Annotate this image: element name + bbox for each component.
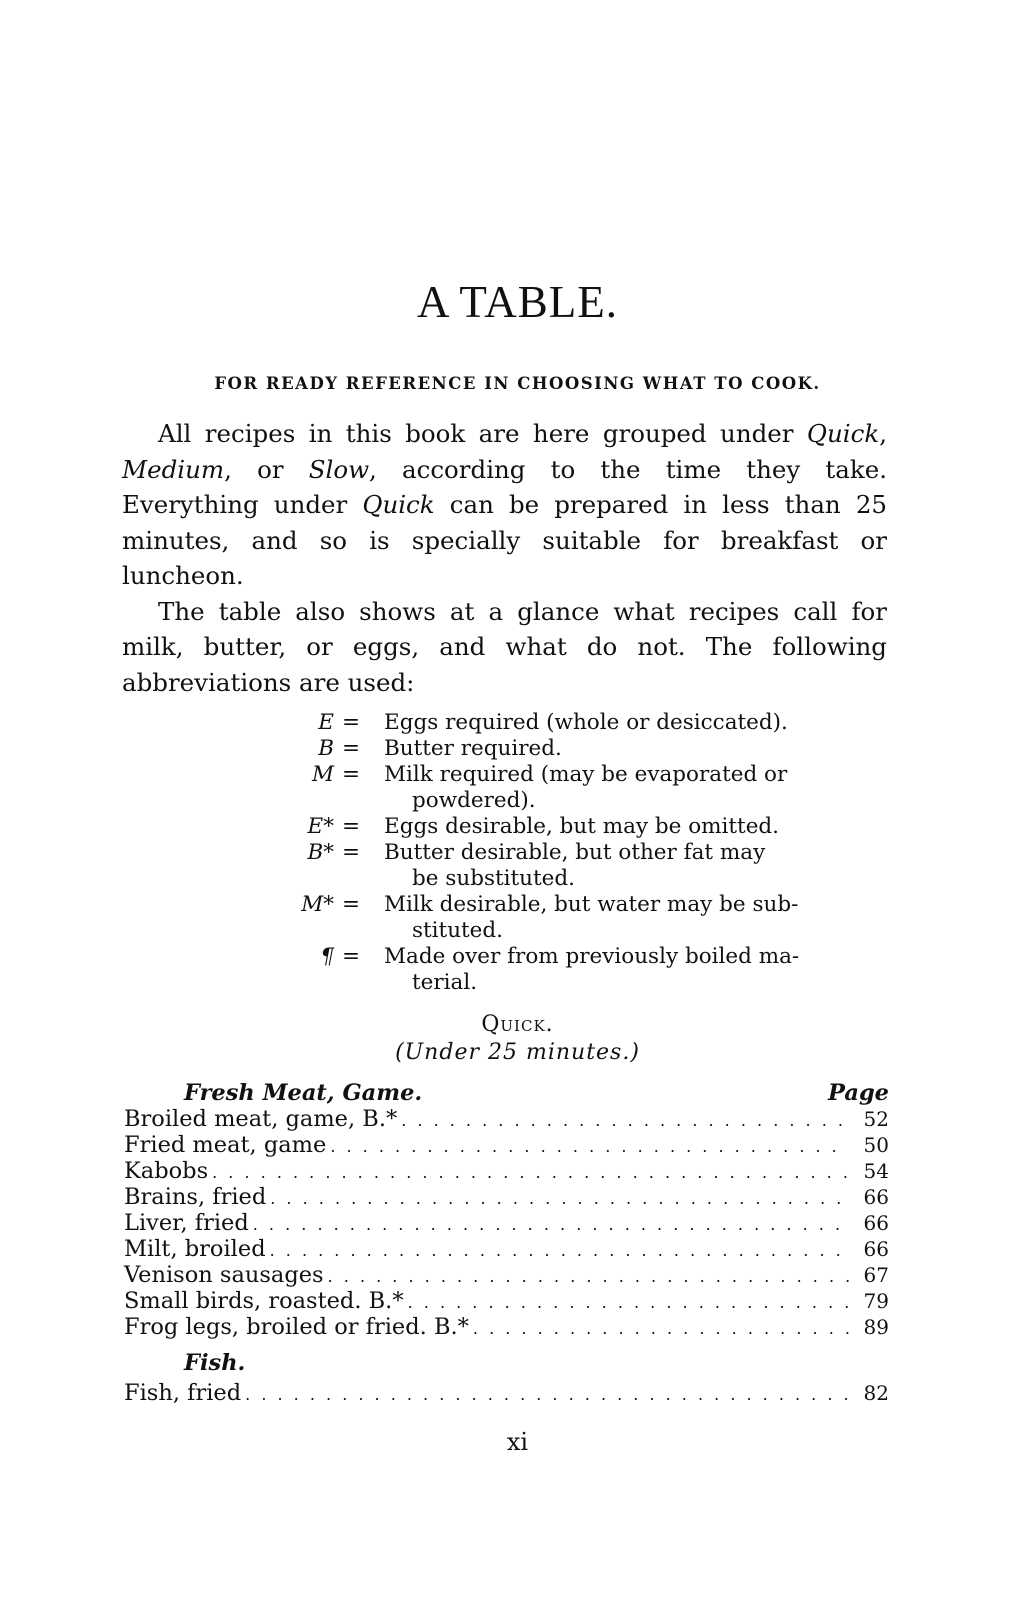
- page-title: A TABLE.: [416, 277, 619, 327]
- page-number: 50: [863, 1133, 889, 1157]
- intro-p1-text-d: , according to the time they take. Everything under: [122, 454, 887, 519]
- abbreviation-definition-text: Butter required.: [384, 736, 562, 761]
- abbreviation-key: ¶: [320, 944, 334, 969]
- page-number: 66: [863, 1185, 889, 1209]
- table-row: [124, 1106, 889, 1132]
- recipe-label: Broiled meat, game, B.*: [124, 1106, 398, 1132]
- abbreviation-row: [122, 710, 887, 736]
- recipe-label: Fish, fried: [124, 1380, 242, 1406]
- abbreviation-key: E: [318, 710, 334, 735]
- abbreviation-definition: [366, 814, 887, 840]
- leader-dots: [266, 1186, 849, 1212]
- leader-dots: [266, 1238, 849, 1264]
- abbreviation-definition: [366, 736, 887, 762]
- abbreviation-definition-continuation: be substituted.: [412, 866, 575, 891]
- page-subtitle: FOR READY REFERENCE IN CHOOSING WHAT TO COOK.: [214, 374, 821, 393]
- intro-p1-text-b: ,: [879, 419, 887, 448]
- category-title-fish: Fish.: [184, 1350, 246, 1376]
- abbreviation-equals: =: [342, 840, 361, 865]
- abbreviation-definition: [366, 944, 887, 996]
- intro-p1-text-a: All recipes in this book are here grouped under: [158, 419, 807, 448]
- recipe-label: Brains, fried: [124, 1184, 267, 1210]
- table-row: [124, 1288, 889, 1314]
- recipe-label: Frog legs, broiled or fried. B.*: [124, 1314, 469, 1340]
- abbreviation-equals: =: [342, 814, 361, 839]
- table-row: [124, 1380, 889, 1406]
- recipe-label: Venison sausages: [124, 1262, 324, 1288]
- abbreviation-row: [122, 736, 887, 762]
- abbreviation-definition-continuation: terial.: [412, 970, 478, 995]
- page-number: 66: [863, 1211, 889, 1235]
- table-row: [124, 1158, 889, 1184]
- abbreviation-definition-text: Eggs desirable, but may be omitted.: [384, 814, 780, 839]
- table-row: [124, 1314, 889, 1340]
- leader-dots: [249, 1212, 849, 1238]
- abbreviation-definition-text: Butter desirable, but other fat may: [384, 840, 766, 865]
- leader-dots: [324, 1264, 849, 1290]
- abbreviation-key: M*: [301, 892, 334, 917]
- abbreviation-definition-text: Eggs required (whole or desiccated).: [384, 710, 788, 735]
- page-number: 54: [863, 1159, 889, 1183]
- category-header: [124, 1080, 889, 1106]
- page-number: 82: [863, 1381, 889, 1405]
- page-number: 89: [863, 1315, 889, 1339]
- page-number: 67: [863, 1263, 889, 1287]
- abbreviation-definition-continuation: stituted.: [412, 918, 503, 943]
- recipe-table: [124, 1080, 889, 1406]
- table-row: [124, 1210, 889, 1236]
- table-row: [124, 1184, 889, 1210]
- table-row: [124, 1262, 889, 1288]
- intro-text: [122, 416, 887, 700]
- abbreviation-definition: [366, 892, 887, 944]
- recipe-label: Kabobs: [124, 1158, 209, 1184]
- leader-dots: [241, 1382, 849, 1408]
- abbreviation-list: [122, 710, 887, 996]
- recipe-label: Small birds, roasted. B.*: [124, 1288, 404, 1314]
- abbreviation-definition-text: Made over from previously boiled ma-: [384, 944, 800, 969]
- abbreviation-row: [122, 840, 887, 892]
- intro-p1-text-c: , or: [224, 454, 309, 484]
- abbreviation-key: M: [311, 762, 334, 787]
- abbreviation-definition: [366, 840, 887, 892]
- intro-medium-word: Medium: [122, 454, 225, 484]
- leader-dots: [326, 1134, 849, 1160]
- page-number: 66: [863, 1237, 889, 1261]
- recipe-label: Liver, fried: [124, 1210, 249, 1236]
- recipe-label: Milt, broiled: [124, 1236, 266, 1262]
- abbreviation-definition-text: Milk required (may be evaporated or: [384, 762, 788, 787]
- page-number: 52: [863, 1107, 889, 1131]
- abbreviation-row: [122, 944, 887, 996]
- abbreviation-definition: [366, 762, 887, 814]
- abbreviation-key: E*: [307, 814, 334, 839]
- table-row: [124, 1236, 889, 1262]
- abbreviation-key: B: [318, 736, 334, 761]
- quick-section-heading: Quick.: [481, 1012, 554, 1037]
- table-row: [124, 1132, 889, 1158]
- abbreviation-definition-text: Milk desirable, but water may be sub-: [384, 892, 799, 917]
- category-title: Fresh Meat, Game.: [184, 1080, 423, 1106]
- leader-dots: [208, 1160, 849, 1186]
- intro-quick-word-2: Quick: [362, 490, 435, 519]
- abbreviation-row: [122, 762, 887, 814]
- abbreviation-equals: =: [342, 892, 361, 917]
- abbreviation-equals: =: [342, 710, 361, 735]
- leader-dots: [469, 1316, 849, 1342]
- intro-paragraph-1: [122, 416, 887, 594]
- page-column-label: Page: [828, 1080, 889, 1106]
- leader-dots: [404, 1290, 849, 1316]
- abbreviation-definition-continuation: powdered).: [412, 788, 536, 813]
- intro-quick-word: Quick: [806, 419, 880, 448]
- abbreviation-equals: =: [342, 944, 361, 969]
- leader-dots: [397, 1108, 849, 1134]
- abbreviation-row: [122, 892, 887, 944]
- page-number: 79: [863, 1289, 889, 1313]
- abbreviation-equals: =: [342, 736, 361, 761]
- page-folio: xi: [506, 1428, 529, 1456]
- abbreviation-equals: =: [342, 762, 361, 787]
- abbreviation-definition: [366, 710, 887, 736]
- abbreviation-key: B*: [307, 840, 334, 865]
- intro-p1-text-e: can be prepared in less than 25 minutes, and so is specially suitable for breakfast or luncheon.: [122, 490, 887, 590]
- quick-section-subheading: (Under 25 minutes.): [395, 1040, 640, 1065]
- recipe-label: Fried meat, game: [124, 1132, 327, 1158]
- abbreviation-row: [122, 814, 887, 840]
- intro-paragraph-2: The table also shows at a glance what recipes call for milk, butter, or eggs, and what do not. The following abbreviations are used:: [122, 596, 887, 697]
- intro-slow-word: Slow: [308, 454, 370, 484]
